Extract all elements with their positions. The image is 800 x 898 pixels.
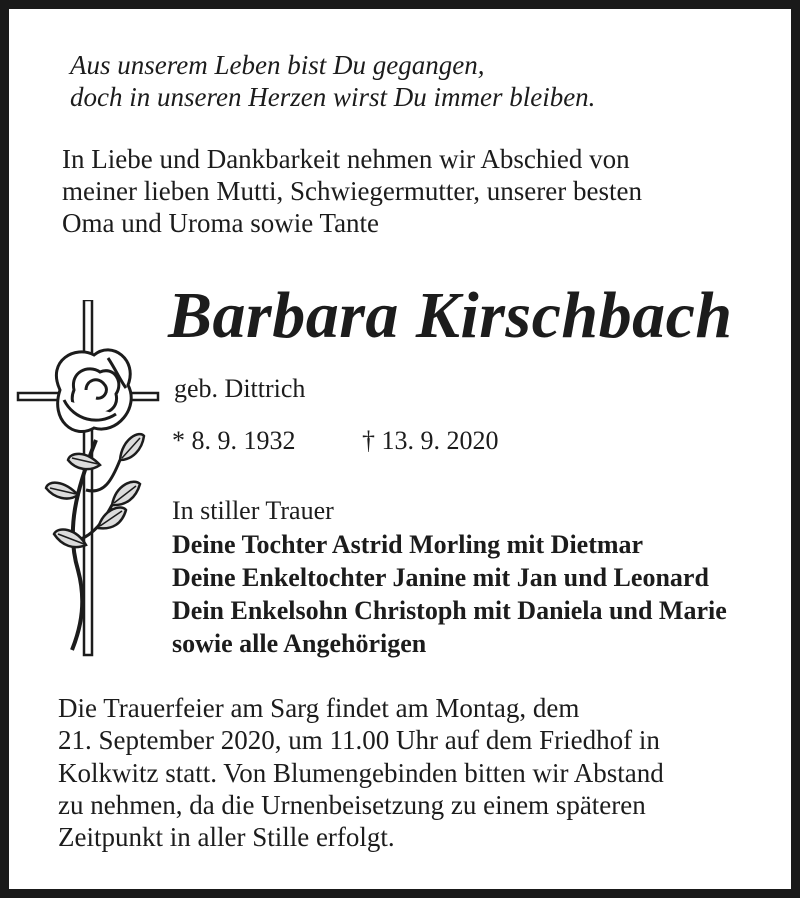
ceremony-line-1: Die Trauerfeier am Sarg findet am Montag, dem [58,693,580,723]
birth-date: * 8. 9. 1932 [172,426,296,455]
ceremony-line-3: Kolkwitz statt. Von Blumengebinden bitten wir Abstand [58,758,664,788]
deceased-name: Barbara Kirschbach [168,279,733,352]
quote-line-2: doch in unseren Herzen wirst Du immer bleiben. [70,82,596,112]
ceremony-line-5: Zeitpunkt in aller Stille erfolgt. [58,822,395,852]
intro-line-2: meiner lieben Mutti, Schwiegermutter, unserer besten [62,176,642,206]
ceremony-line-2: 21. September 2020, um 11.00 Uhr auf dem Friedhof in [58,725,660,755]
death-date: † 13. 9. 2020 [362,426,499,455]
mourner-line: Deine Enkeltochter Janine mit Jan und Leonard [172,563,709,592]
maiden-name: geb. Dittrich [174,374,306,403]
mourner-line: Dein Enkelsohn Christoph mit Daniela und Marie [172,596,727,625]
cross-with-rose-icon [16,300,166,660]
mourner-line: sowie alle Angehörigen [172,629,427,658]
ceremony-line-4: zu nehmen, da die Urnenbeisetzung zu einem späteren [58,790,646,820]
quote-line-1: Aus unserem Leben bist Du gegangen, [70,50,485,80]
intro-line-1: In Liebe und Dankbarkeit nehmen wir Abschied von [62,144,630,174]
intro-line-3: Oma und Uroma sowie Tante [62,208,380,238]
mourners-heading: In stiller Trauer [172,496,334,525]
mourner-line: Deine Tochter Astrid Morling mit Dietmar [172,530,644,559]
